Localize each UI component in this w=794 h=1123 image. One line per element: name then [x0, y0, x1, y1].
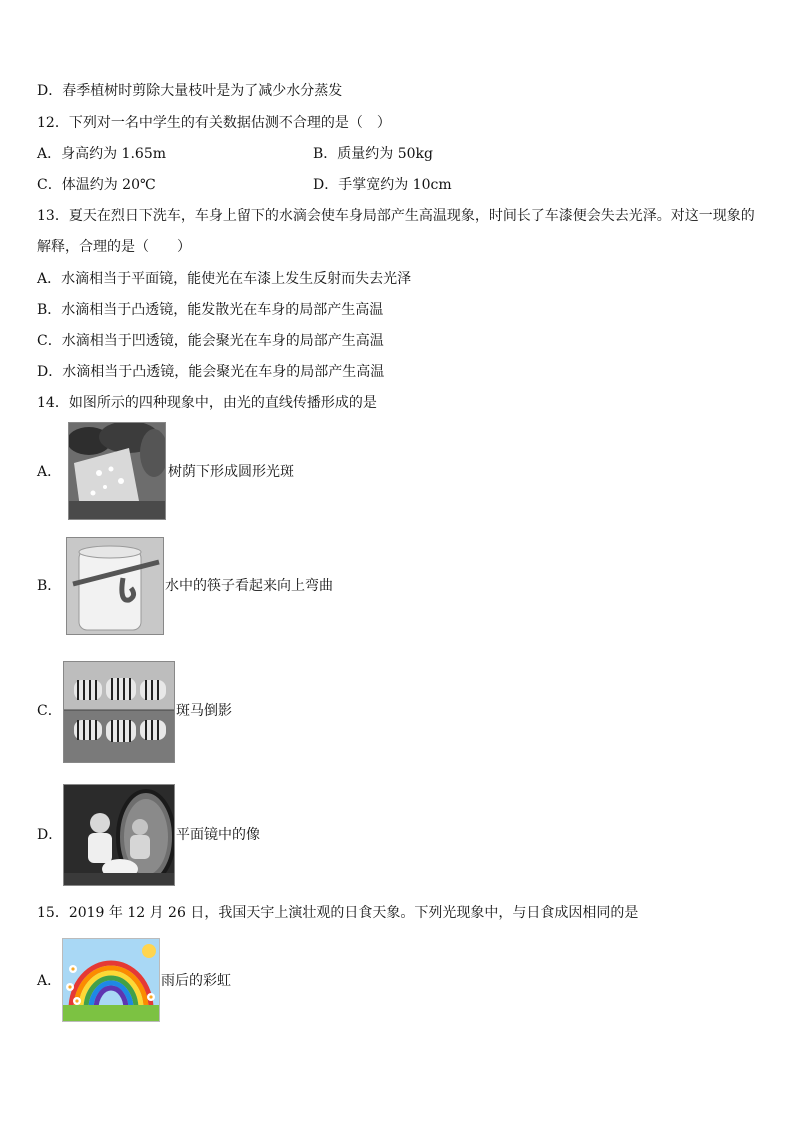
option-14-c-letter: C． [37, 703, 62, 719]
option-14-b-letter: B． [37, 578, 62, 594]
question-13-line-1: 13．夏天在烈日下洗车，车身上留下的水滴会使车身局部产生高温现象，时间长了车漆便会失去光泽。对这一现象的 [37, 208, 755, 224]
option-12-a: A．身高约为 1.65m [37, 146, 167, 162]
zebra-reflection-image [63, 661, 175, 763]
option-14-b-caption: 水中的筷子看起来向上弯曲 [165, 578, 333, 594]
option-13-a: A．水滴相当于平面镜，能使光在车漆上发生反射而失去光泽 [37, 271, 412, 287]
mirror-image-photo [63, 784, 175, 886]
option-12-d: D．手掌宽约为 10cm [313, 177, 452, 193]
option-13-b: B．水滴相当于凸透镜，能发散光在车身的局部产生高温 [37, 302, 384, 318]
option-12-c: C．体温约为 20℃ [37, 177, 156, 193]
option-14-d-letter: D． [37, 827, 63, 843]
shadow-spots-image [68, 422, 166, 520]
option-12-b: B．质量约为 50kg [313, 146, 433, 162]
option-13-c: C．水滴相当于凹透镜，能会聚光在车身的局部产生高温 [37, 333, 384, 349]
option-14-a-caption: 树荫下形成圆形光斑 [168, 464, 294, 480]
rainbow-image [62, 938, 160, 1022]
question-12: 12．下列对一名中学生的有关数据估测不合理的是（ ） [37, 115, 391, 131]
chopsticks-in-water-image [66, 537, 164, 635]
option-15-a-caption: 雨后的彩虹 [161, 973, 231, 989]
option-15-a-letter: A． [37, 973, 62, 989]
question-15: 15．2019 年 12 月 26 日，我国天宇上演壮观的日食天象。下列光现象中，与日食成因相同的是 [37, 905, 639, 921]
option-14-a-letter: A． [37, 464, 62, 480]
question-14: 14．如图所示的四种现象中，由光的直线传播形成的是 [37, 395, 377, 411]
option-14-d-caption: 平面镜中的像 [176, 827, 260, 843]
option-13-d: D．水滴相当于凸透镜，能会聚光在车身的局部产生高温 [37, 364, 385, 380]
question-13-line-2: 解释，合理的是（ ） [37, 239, 191, 255]
option-14-c-caption: 斑马倒影 [176, 703, 232, 719]
option-11-d: D．春季植树时剪除大量枝叶是为了减少水分蒸发 [37, 83, 343, 99]
